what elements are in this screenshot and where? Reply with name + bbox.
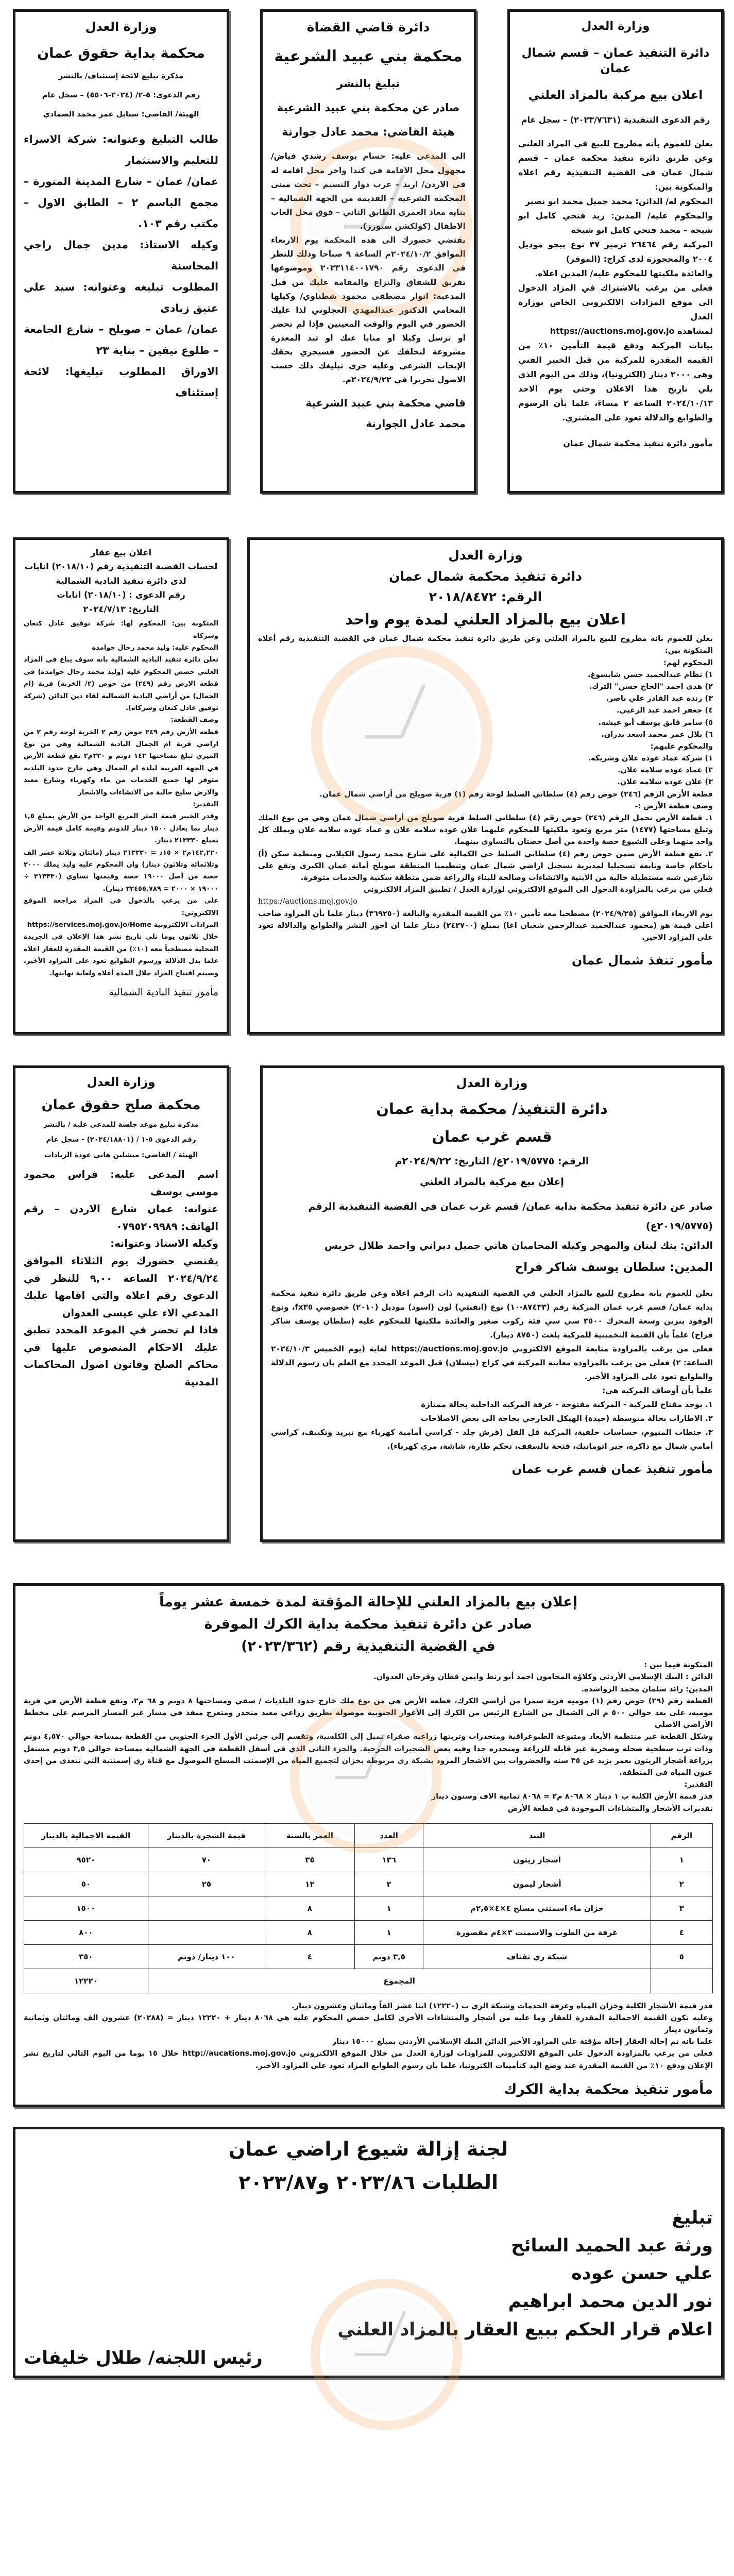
notice-paragraph: الاوراق المطلوب تبليغها: لائحة إستئناف — [24, 365, 218, 399]
notice-paragraph: ١. يوجد مفتاح للمركبة - المركبة مفتوحة - غرفة المركبة الداخلية بحالة ممتازة — [421, 1399, 713, 1409]
notice-paragraph: عمان/ عمان – صويلح – شارع الجامعة – طلوع نيفين – بناية ٢٣ — [24, 323, 218, 357]
table-row — [24, 1944, 713, 1969]
notice-paragraph: المحكوم عليه: وليد محمد رحال حوامدة — [92, 643, 218, 652]
notice-paragraph: علما بانه تم إحالة العقار إحالة مؤقتة على المزاود الأخير الدائن البنك الإسلامي الأردني بمبلغ ١٥٠٠٠ دينار — [332, 2038, 713, 2046]
notice-heading: الرقم: ٢٠١٨/٨٤٧٢ — [429, 589, 542, 604]
notice-heading: دائرة قاضي القضاة — [306, 20, 430, 35]
notice-heading: اعلان بيع عقار — [90, 548, 152, 557]
notice-heading: وزارة العدل — [456, 1076, 528, 1090]
notice-titles — [258, 547, 713, 629]
notice-body — [24, 618, 218, 979]
notice-paragraph: التقدير: — [193, 801, 218, 809]
signature-line: محمد عادل الجوارنة — [366, 417, 466, 430]
table-cell: ١ — [354, 1896, 423, 1920]
table-cell — [148, 1920, 265, 1944]
table-cell: ٩٥٢٠ — [24, 1848, 148, 1872]
notice-appeal-service — [13, 9, 229, 494]
notice-signature — [271, 397, 466, 430]
table-cell: غرفة من الطوب والاسمنت ٣×٤م مقصورة — [423, 1920, 651, 1944]
table-cell: ٢٥ — [148, 1872, 265, 1896]
notice-heading: صادر عن محكمة بني عبيد الشرعية — [277, 101, 460, 114]
table-cell: ٧٠ — [148, 1848, 265, 1872]
notice-paragraph: وكيله الاستاذ وعنوانه: — [110, 1238, 218, 1250]
column-header: الرقم — [651, 1823, 712, 1848]
notice-paragraph: وصف قطعة الأرض :- — [635, 802, 713, 810]
notice-titles — [24, 2137, 713, 2196]
notice-heading: محكمة صلح حقوق عمان — [41, 1097, 201, 1113]
notice-paragraph: المطلوب تبليغه وعنوانه: سيد علي عتيق زيادى — [24, 280, 218, 314]
table-cell: خزان ماء اسمنتي مسلح ٤×٤×٢,٥م — [423, 1896, 651, 1920]
notice-signature: رئيس اللجنه/ طلال خليفات — [24, 2347, 263, 2368]
table-row — [24, 1896, 713, 1920]
notice-signature: مأمور دائرة تنفيذ محكمة شمال عمان — [563, 438, 713, 449]
notice-paragraph: ٤) جعفر احمد عبد الزعبي. — [617, 706, 713, 715]
notice-paragraph: ٢) عماد عوده سلامه علان. — [617, 766, 713, 775]
notice-paragraph: ٣) رندة عبد القادر علي ناصر. — [606, 694, 713, 703]
table-cell: ١ — [651, 1848, 712, 1872]
total-empty-cell — [651, 1969, 712, 1993]
notice-sharia-court-summons — [260, 9, 476, 494]
notice-body — [24, 1166, 218, 1391]
total-value: ١٢٢٢٠ — [24, 1969, 148, 1993]
notice-paragraph: القطعة رقم (٢٩) حوض رقم (١) موميه قرية سمرا من أراضي الكرك، قطعة الأرض هي من نوع ملك خارج حدود البلديات / سقي ومساحتها ٨ دونم و ٦٨ م٢، وتقع قطعة الأرض في قرية موميه، على بعد حوالي ٥٠٠ م الى الشمال من الشارع الرئيس من الكرك إلى الأغوار الجنوبية موصولة بطريق زراعي معبد منحدر ومتعرج منفذ في مسار غير المسار المرسم على مخطط الأراضي الأصلي — [24, 1697, 713, 1730]
notice-paragraph: ١. قطعة الأرض تحمل الرقم (٢٤٦) حوض رقم (٤) سلطاني السلط قرية صويلح من أراضي شمال عمان وهي من نوع الملك وتبلغ مساحتها (١٤٧٧) متر مربع وتعود ملكيتها للمحكوم عليهما علان عوده سلامه علان و عماد عوده سلامه علان ويملك كل واحد منهما وعلى الشيوع حصة واحدة من أصل حصتان بالتساوي بينهما. — [258, 814, 713, 846]
total-label: المجموع — [148, 1969, 651, 1993]
notice-paragraph: والمحكوم عليهم: — [650, 742, 713, 751]
notice-heading: مذكرة تبليغ لائحة إستئناف/ بالنشر — [58, 72, 184, 81]
notice-paragraph: يقتضي حضورك الى هذه المحكمة يوم الاربعاء الموافق ٢٠٢٤/١٠/٢م الساعة ٩ صباحا وذلك للنظر في الدعوى رقم ٢٠٢٣١١٤٠٠١٧٩٠ وموضوعها تفريق للشقاق والنزاع والمقامة عليك من قبل المدعية: انوار مصطفى محمود شطناوي/ وكيلها المحامي الدكتور عبدالمهدي العجلوني لذا عليك الحضور في اليوم والوقت المعينين فإذا لم تحضر او ترسل وكيلا او منابا عنك او تبد المعذرة مشروعة لتخلفك عن الحضور فسيجري بحقك الإيجاب الشرعي وعليه جرى تبليغك ذلك حسب الاصول تحريرا في ٢٠٢٤/٩/٢٢م. — [271, 235, 466, 385]
table-cell: ٣٥ — [265, 1848, 354, 1872]
notice-paragraph: اسم المدعى عليه: فراس محمود موسى يوسف — [24, 1168, 218, 1198]
column-header: العمر بالسنة — [265, 1823, 354, 1848]
notice-paragraph: ٦) بلال عمر محمد اسعد بدران. — [601, 730, 713, 739]
notice-paragraph: وقدر الخبير قيمة المتر المربع الواحد من الأرض بمبلغ ١,٥ دينار بما يعادل ١٥٠٠ دينار للدونم وقيمة كامل قيمة الأرض بمبلغ ٢١٣٣٣٠ دينار. — [24, 812, 218, 845]
notice-paragraph: والعائدة ملكيتها للمحكوم عليه/ المدين اعلاه. — [535, 268, 713, 279]
notice-paragraph: ٢) هدى احمد "الحاج حسن" الترك. — [589, 682, 713, 691]
table-cell — [148, 1896, 265, 1920]
table-cell: ٢ — [651, 1872, 712, 1896]
notice-paragraph: فعلي من يرغب بالمزاودة الدخول الى الموقع الالكتروني لوزارة العدل / تطبيق المزاد الالكتروني — [363, 886, 713, 894]
notice-paragraph: يعلن للعموم بانه مطروح للبيع بالمزاد العلني وعن طريق دائرة تنفيذ محكمة شمال عمان في القضية التنفيذية رقم أعلاه المتكونة بين: — [258, 635, 713, 655]
notice-paragraph: المزادات الالكترونية https://services.moj.gov.jo/Home — [27, 921, 218, 929]
notices-row — [0, 537, 724, 1035]
notice-heading: قسم غرب عمان — [432, 1127, 552, 1145]
table-cell: ١٢ — [265, 1872, 354, 1896]
notice-vehicle-auction-north-amman — [507, 9, 724, 494]
notice-heading: الهيئة/ القاضي: سنابل عمر محمد الصمادي — [43, 110, 199, 118]
notice-paragraph: على من يرغب بالدخول في المزاد مراجعة الموقع الالكتروني: — [24, 897, 218, 917]
notice-titles — [271, 19, 466, 139]
table-cell: ٤ — [265, 1944, 354, 1969]
notices-row — [0, 1065, 724, 1542]
notice-heading: لجنة إزالة شيوع اراضي عمان — [228, 2137, 508, 2160]
notice-heading: رقم الدعوى : (٢٠١٨/١٠) انابات — [57, 590, 185, 600]
notice-paragraph: طالب التبليغ وعنوانه: شركة الاسراء للتعليم والاستثمار — [24, 132, 218, 166]
notice-body — [271, 149, 466, 387]
notice-titles — [24, 1593, 713, 1655]
notice-titles — [518, 19, 713, 125]
notice-paragraph: المتكونة فيما بين : — [644, 1661, 713, 1670]
notice-heading: مذكرة تبليغ موعد جلسة للمدعى عليه / بالنشر — [43, 1120, 199, 1129]
notice-paragraph: ٥) سامر فايق يوسف أبو عيشه. — [598, 718, 713, 727]
notice-property-sale-badia — [13, 537, 229, 1035]
notice-paragraph: https://auctions.moj.gov.jo — [258, 897, 357, 906]
party-line: صادر عن دائرة تنفيذ محكمة بداية عمان/ قسم غرب عمان في القضية التنفيذية الرقم (٢٠١٩/٥٧٧٥ع) — [308, 1200, 713, 1232]
table-cell: ٨ — [265, 1896, 354, 1920]
signature-line: قاضي محكمة بني عبيد الشرعية — [305, 396, 466, 409]
table-cell: ٥٠ — [24, 1872, 148, 1896]
notice-titles — [24, 1075, 218, 1160]
table-row — [24, 1848, 713, 1872]
party-line: الدائن: بنك لبنان والمهجر وكيله المحاميان هاني جميل ديراني واحمد طلال خريس — [325, 1240, 713, 1251]
notice-paragraph: وصف القطعة: — [170, 716, 218, 724]
notice-paragraph: تعلن دائرة تنفيذ البادية الشمالية بانه سوف يباع في المزاد العلني حصص المحكوم عليه (وليد محمد رحال حوامدة) في قطعة الارض رقم (٢٤٩) من حوض (٢/ الخربة) قرية (ام الجمال) من أراضي البادية الشمالية لقاء دين الدائن (شركة توفيق عادل كنعان وشركاه). — [24, 656, 218, 712]
table-cell: ١ — [354, 1920, 423, 1944]
notice-paragraph: فاذا لم تحضر في الموعد المحدد تطبق عليك الاحكام المنصوص عليها في محاكم الصلح وقانون اصول المحاكمات المدنية — [24, 1324, 218, 1388]
notice-body — [24, 2204, 713, 2344]
notice-paragraph: وشكل القطعة غير منتظمة الأبعاد ومتنوعة الطبوغرافية ومنحدرات وتربتها زراعية صفراء تميل إلى الكلسية، وتقسم إلى جزئين الأول الجزء الجنوبي من القطعة بمساحة حوالي ٤,٥٧٠ دونم وذات ترب سطحية ضحلة وصخرية غير قابله للزراعة ومنحدره جدا وفيه بعض الشجيرات الحرجية. والجزء الثاني الذي في أسفل القطعة في الجهة الشمالية بمساحة حوالي ٣,٥ دونم مستغل بزراعة أشجار الزيتون بعمر يزيد عن ٣٥ سنه والخضروات بين الأشجار المزود بشبكة ري مربوطة بخزان لتجميع المياه من الإسمنت المسلح الموصول مع قناة ري إسمنتية التي تتغذى من إحدى عيون المياه في المنطقة. — [24, 1733, 713, 1777]
notice-heading: دائرة تنفيذ محكمة شمال عمان — [388, 568, 583, 584]
notice-heading: التاريخ: ٢٠٢٤/٧/١٣ — [83, 604, 159, 614]
notice-heading: رقم الدعوى التنفيذية (٢٠٢٣/٧٦٣١) – سجل عام — [521, 114, 710, 125]
table-row — [24, 1920, 713, 1944]
notice-paragraph: خلال ثلاثون يوما تلي تاريخ نشر هذا الإعلان في الجريدة المحلية مصطحباً معه (١٠٪) من القيمة المقدرة للعقار اعلاه علما بدل الدلالة ورسوم الطوابع تعود على المزاود الأخير، وسيتم افتتاح المزاد خلال المدة أعلاه ولغاية نهايتها. — [24, 933, 218, 977]
notice-paragraph: ١٤٢,٢٢٠م٢ × ١٥د = ٢١٣٣٣٠ دينار (مائتان وثلاثة عشر الف وثلاثمائة وثلاثون دينار) وان المحكوم عليه وليد يملك ٢٠٠٠ حصة من أصل ١٩٠٠٠ حصة وقيمتها تساوي (٢١٣٣٣٠ ÷ ١٩٠٠٠ × ٢٠٠٠ = ٢٢٤٥٥,٧٨٩ دينار). — [24, 849, 219, 893]
notice-heading: رقم الدعوى ٥-١ / (٢٠٢٤/١٨٨٠١) - سجل عام — [46, 1136, 196, 1144]
notice-heading: وزارة العدل — [87, 1076, 156, 1089]
table-cell: ٤ — [651, 1920, 712, 1944]
notice-paragraph: قطعة الأرض الرقم (٢٤٦) حوض رقم (٤) سلطاني السلط لوحة رقم (١) قرية صويلح من أراضي شمال عمان. — [319, 790, 713, 799]
notice-land-auction-north-amman — [247, 537, 724, 1035]
notice-paragraph: يوم الاربعاء الموافق (٢٠٢٤/٩/٢٥) مصطحبا معه تأمين ١٠٪ من القيمة المقدرة والبالغة (٣٦٩٢٥٠) دينار علما بأن المزاود صاحب اعلى قيمة هو (محمود عبدالحميد عبدالرحمن شعبان اغا) بمبلغ (٢٤٢٧٠٠) دينار علما ان اجور النشر والطوابع والدالالة تعود على المزاود الاخير. — [258, 909, 713, 942]
notice-heading: اعلان بيع مركبة بالمزاد العلني — [528, 88, 703, 102]
table-body — [24, 1848, 713, 1969]
notice-heading: دائرة التنفيذ عمان – قسم شمال عمان — [521, 46, 710, 75]
notice-paragraph: عمان/ عمان – شارع المدينة المنورة – مجمع الباسم ٢ – الطابق الاول – مكتب رقم ١٠٣. — [24, 175, 219, 230]
notice-paragraph: المحكوم له/ الدائن: محمد جميل محمد ابو نصير — [525, 196, 713, 207]
table-cell: ٥ — [651, 1944, 712, 1969]
notice-paragraph: المدين: رائد سلمان محمد الرواشده. — [581, 1685, 713, 1693]
notice-paragraph: المتكونة بين: المحكوم لها: شركة توفيق عادل كنعان وشركاه — [24, 620, 218, 640]
notice-heading: لحساب القضية التنفيذية رقم (٢٠١٨/١٠) انابات — [24, 562, 218, 572]
notice-heading: الرقم: ٢٠١٩/٥٧٧٥ع/ التاريخ: ٢٠٢٤/٩/٢٢م — [395, 1155, 589, 1167]
notice-heading: وزارة العدل — [85, 20, 157, 34]
notice-body-after-table — [24, 2001, 713, 2072]
notice-body — [258, 633, 713, 944]
table-cell: ٣ — [651, 1896, 712, 1920]
table-header-row — [24, 1823, 713, 1848]
notices-row — [0, 9, 724, 494]
notice-heading: في القضية التنفيذية رقم (٢٠٢٣/٣٦٢) — [241, 1638, 496, 1655]
notice-paragraph: لمشاهدة https://auctions.moj.gov.jo — [550, 326, 713, 336]
notice-signature: مأمور تنفيذ عمان قسم غرب عمان — [511, 1462, 713, 1476]
notice-karak-temporary-award-auction — [13, 1583, 724, 2107]
notice-titles — [271, 1075, 713, 1189]
notice-paragraph: وعليه تكون القيمة الاجمالية المقدرة للعقار وما عليه من أشجار والمنشاءات الأخرى لكامل حصص المحكوم عليه هي ٨٠٦٨ دينار + ١٢٢٢٠ دينار = (٢٠٢٨٨) عشرون الف ومائتان وثمانية وثمانون دينار — [24, 2013, 713, 2035]
notice-magistrate-court-summons — [13, 1065, 229, 1542]
valuation-table — [24, 1823, 713, 1993]
notice-paragraph: ١) شركة عماد عوده علان وشريكه. — [588, 754, 713, 763]
notice-heading: وزارة العدل — [581, 20, 650, 33]
table-row — [24, 1872, 713, 1896]
notice-paragraph: قدر قيمة الأشجار الكلية وخزان المياه وغرفة الخدمات وشبكة الري ب (١٢٢٢٠) اثنا عشر الفاً ومائتان وعشرون دينار. — [292, 2002, 713, 2010]
notice-heading: تبليغ بالنشر — [337, 77, 400, 90]
table-cell: أشجار ليمون — [423, 1872, 651, 1896]
notice-titles — [24, 547, 218, 615]
notice-line: تبليغ — [672, 2207, 713, 2228]
notice-paragraph: المركبة رقم ٢٦٤٦٤ ترميز ٣٧ نوع بيجو موديل ٢٠٠٤ والمحجوزة لدى كراج: (الموقر) — [518, 240, 713, 264]
notice-paragraph: فعلى من يرغب بالمزاودة متابعة الموقع الالكتروني https://auctions.moj.gov.jo لغاية (يوم الخميس ٢٠٢٤/١٠/٣ الساعة: ٢) فعلى من يرغب بالمزاوده معاينة المركبة في كراج (بيسلان) قبل الموعد المحدد مع العلم بان رسوم الدلالة والطوابع تعود على المزاود الأخير. — [271, 1344, 713, 1381]
notice-paragraph: ١) نظام عبدالحميد حسن شابسوغ. — [587, 670, 713, 679]
notice-paragraph: يعلن للعموم بأنه مطروح للبيع في المزاد العلني وعن طريق دائرة تنفيذ محكمة عمان – قسم شمال عمان في القضية التنفيذية رقم اعلاه والمتكونة بين: — [518, 139, 713, 192]
table-cell: ٨٠٠ — [24, 1920, 148, 1944]
notice-line: ورثة عبد الحميد السائح — [511, 2235, 713, 2256]
party-line: المدين: سلطان يوسف شاكر فراح — [515, 1260, 713, 1274]
notice-heading: إعلان بيع بالمزاد العلني للإحالة المؤقتة لمدة خمسة عشر يوماً — [159, 1594, 577, 1610]
notice-paragraph: يقتضي حضورك يوم الثلاثاء الموافق ٢٠٢٤/٩/٢٤ الساعة ٩,٠٠ للنظر في الدعوى رقم اعلاه والتي اقامها عليك المدعي الاء علي عيسى العدوان — [24, 1255, 218, 1319]
notice-paragraph: يعلن للعموم بانه مطروح للبيع بالمزاد العلني في القضية التنفيذية ذات الرقم اعلاه وعن طريق دائرة تنفيذ محكمة بداية عمان/ قسم غرب عمان المركبة رقم (٨٧٤٣٣-١٠) نوع (انفنتي) لون (اسود) موديل (٢٠١٠) خصوصي fx٣٥، ونوع الوقود بنزين وسعة المحرك ٣٥٠٠ سي سي فئة ركوب صغير والعائدة ملكيتها للمحكوم عليه (سلطان يوسف شاكر فراح) علماً بأن القيمة التخمينية للمركبة بلغت (٨٧٥٠ دينار). — [271, 1288, 713, 1340]
notices-row — [0, 2127, 724, 2378]
notice-heading: هيئة القاضي: محمد عادل جوارنة — [282, 126, 455, 139]
notice-heading: محكمة بني عبيد الشرعية — [274, 47, 463, 65]
notice-heading: صادر عن دائرة تنفيذ محكمة بداية الكرك الموقرة — [204, 1616, 533, 1633]
notice-heading: دائرة التنفيذ/ محكمة بداية عمان — [376, 1100, 608, 1118]
notices-row — [0, 1583, 724, 2107]
notice-paragraph: قطعة الأرض رقم ٢٤٩ حوض رقم ٢ الخربة لوحة رقم ٢ من اراضي قرية ام الجمال البادية الشمالية وهي من نوع الميري تبلغ مساحتها ١٤٢ دونم و ٢٢٠م٢ تقع قطعة الأرض في الجهة الغربية لبلدة ام الجمال وهي خارج حدود البلدية متوفر لها جميع الخدمات من ماء وكهرباء وشارع معبد والارض سليخ خالية من الانشاءات والاشجار — [24, 728, 219, 796]
column-header: البند — [423, 1823, 651, 1848]
notice-titles — [24, 19, 218, 120]
notice-paragraph: ٣) علان عوده سلامه علان. — [617, 778, 713, 787]
column-header: العدد — [354, 1823, 423, 1848]
notice-heading: الهيئة / القاضي: ميشلين هاني عودة الزيادات — [44, 1150, 198, 1159]
notice-paragraph: التقدير: — [684, 1781, 713, 1789]
notice-heading: لدى دائرة تنفيذ البادية الشمالية — [56, 575, 186, 586]
notice-paragraph: فعلى من يرغب بالمزاودة الدخول على الموقع الالكتروني للمزاودات لوزارة العدل من خلال الموقع الالكتروني http://aucations.moj.gov.jo خلال ١٥ يوما من اليوم التالي لتاريخ نشر الإعلان ودفع ١٠٪ من القيمة المقدرة عند وضع اليد كتأمينات الكترونيا، علما بان رسوم الطوابع المزاد تعود على المزاود الأخير. — [24, 2049, 713, 2070]
notice-body — [24, 1659, 713, 1815]
table-cell: ١٥٠٠ — [24, 1896, 148, 1920]
table-cell: ٣٥٠ — [24, 1944, 148, 1969]
notice-line: نور الدين محمد ابراهيم — [508, 2291, 713, 2312]
notice-paragraph: الدائن : البنك الإسلامي الأردني وكلاؤه المحامون احمد أبو زنط وايمن قطان وفرحان العدوان. — [373, 1673, 713, 1682]
notice-paragraph: علماً بأن أوصاف المركبة هي: — [602, 1385, 713, 1395]
notice-heading: محكمة بداية حقوق عمان — [37, 45, 205, 62]
notice-heading: رقم الدعوى: ٥-٢/ (٢٠٢٤-٥٥٠٦) – سجل عام — [42, 91, 200, 100]
table-total-row — [24, 1969, 713, 1993]
table-cell: ٨ — [265, 1920, 354, 1944]
notice-heading: الطلبات ٢٠٢٣/٨٦ و٢٠٢٣/٨٧ — [238, 2171, 498, 2194]
notice-line: اعلام قرار الحكم ببيع العقار بالمزاد العلني — [337, 2319, 713, 2340]
notice-paragraph: تقديرات الأشجار والمنشاءات الموجودة في قطعة الأرض — [507, 1804, 713, 1813]
notice-paragraph: والمحكوم عليه/ المدين: زيد فتحي كامل ابو شيخة – محمد فتحي كامل ابو شيخة — [518, 211, 713, 235]
notice-land-partition-committee — [13, 2127, 724, 2378]
notice-line: علي حسن عوده — [571, 2263, 713, 2284]
notice-paragraph: ٢. الاطارات بحالة متوسطة (جيدة) الهيكل الخارجي بحاجة الى بعض الاصلاحات — [420, 1413, 713, 1423]
notice-body — [271, 1286, 713, 1453]
notice-paragraph: عنوانه: عمان شارع الاردن – رقم الهاتف: ٠٧٩٥٢٠٩٩٨٩ — [24, 1203, 218, 1232]
notice-heading: إعلان بيع مركبة بالمزاد العلني — [420, 1176, 564, 1188]
notice-heading: وزارة العدل — [448, 548, 523, 563]
table-cell: شبكة ري تفتاف — [423, 1944, 651, 1969]
table-cell: ٣,٥ دونم — [354, 1944, 423, 1969]
table-cell: ٢ — [354, 1872, 423, 1896]
notice-paragraph: ٣. جنطات المنيوم، حساسات خلفية، المركبة فل الفل (فرش جلد - كراسي أمامية كهرباء مع تبريد وتكييف، كراسي أمامي شمال مع ذاكرة، جير اتوماتيك، فتحة بالسقف، تحكم طارة، شاشة، مري كهرباء). — [271, 1427, 713, 1451]
notice-body — [24, 129, 218, 403]
column-header: القيمة الاجمالية بالدينار — [24, 1823, 148, 1848]
notice-signature: مأمور تنفذ شمال عمان — [571, 953, 713, 968]
notice-paragraph: وكيله الاستاذ: مدين جمال راجي المحاسنة — [24, 238, 218, 272]
table-cell: ١٠٠ دينار/ دونم — [148, 1944, 265, 1969]
notice-signature: مأمور تنفيذ محكمة بداية الكرك — [504, 2081, 713, 2097]
notice-heading: اعلان بيع بالمزاد العلني لمدة يوم واحد — [345, 610, 626, 628]
notice-signature: مأمور تنفيذ البادية الشمالية — [109, 986, 218, 998]
notice-paragraph: بيانات المركبة ودفع قيمة التأمين ١٠٪ من القيمة المقدرة للمركبة من قبل الخبير الفني وهي ٢٠٠٠ دينار (الكترونيا)، وذلك من اليوم الذي يلي تاريخ هذا الاعلان وحتى يوم الاحد ٢٠٢٤/١٠/١٣ الساعة ٢ مساءً، علما بأن الرسوم والطوابع والدلالة تعود على المشتري. — [518, 341, 713, 423]
notice-body — [518, 137, 713, 425]
notice-paragraph: المحكوم لهم: — [663, 658, 713, 667]
notice-paragraph: ٢. تقع قطعة الأرض ضمن حوض رقم (٤) سلطاني السلط حي الكمالية على شارع محمد رسول الكيلاني ومنظمة سكن (أ) بأحكام خاصة وتابعة تسجيليا لمديرية تسجيل اراضي شمال عمان وتنظيميا المنطقة صويلح أمانة عمان الكبرى وتقع على شارعين شبه مستطيلة خالية من الأبنية والانشاءات وصالحة للبناء والزراعة ضمن منطقة سكنية والخدمات متوفرة. — [258, 850, 713, 882]
table-cell: ١٣٦ — [354, 1848, 423, 1872]
notice-paragraph: قدر قيمة الأرض الكلية ب ١ دينار × ٨٠٦٨ م٢ = ٨٠٦٨ ثمانية الاف وستون دينار — [431, 1792, 713, 1801]
notice-paragraph: فعلى من يرغب بالاشتراك في المزاد الدخول الى موقع المزادات الالكتروني الخاص بوزارة العدل — [518, 283, 713, 322]
column-header: قيمة الشجرة بالدينار — [148, 1823, 265, 1848]
notice-paragraph: الى المدعى عليه: حسام يوسف رشدي فياض/ مجهول محل الاقامة في كندا واخر محل اقامة له في الاردن/ اربد – غرب دوار النسيم – تحت مبنى المحكمة الشرعية – القديمة من الجهة الشمالية – بناية معاذ العمري الطابق الثاني – فوق محل العاب الاطفال (كولكشن ستورز). — [271, 151, 466, 231]
notice-vehicle-auction-west-amman — [260, 1065, 724, 1542]
table-cell: أشجار زيتون — [423, 1848, 651, 1872]
notice-parties — [271, 1197, 713, 1279]
